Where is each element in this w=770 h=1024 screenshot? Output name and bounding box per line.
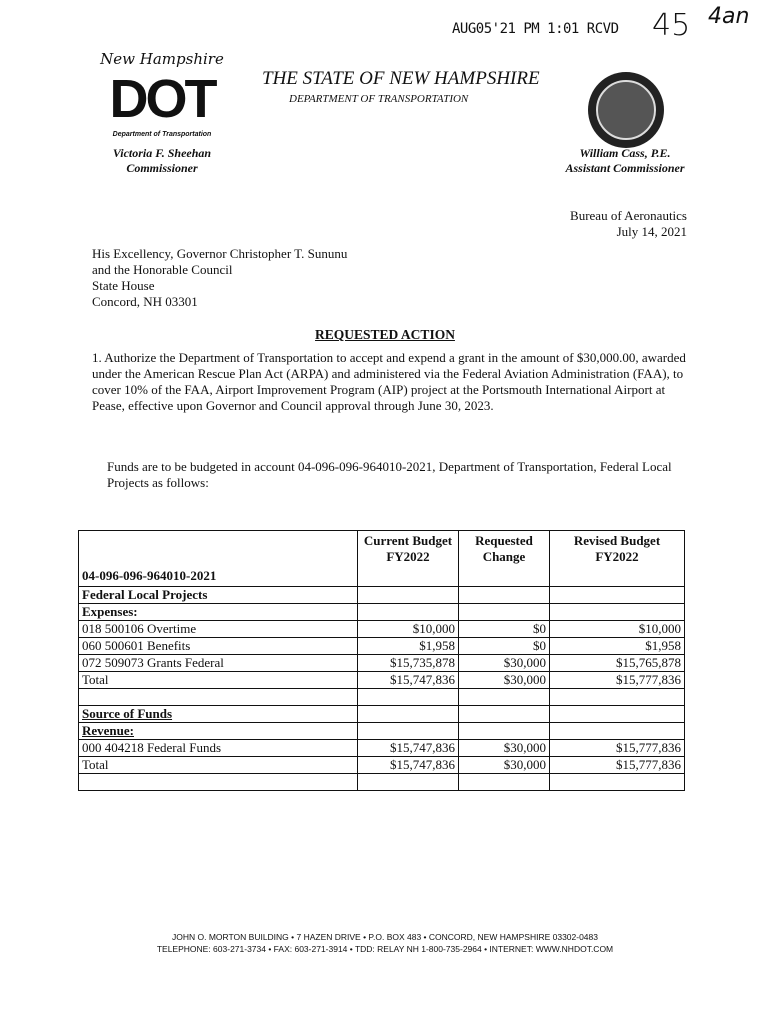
amount-cell bbox=[459, 774, 550, 791]
bureau-date-block bbox=[570, 208, 687, 240]
amount-cell: $0 bbox=[459, 638, 550, 655]
table-row bbox=[79, 655, 685, 672]
handwritten-number: 45 bbox=[652, 8, 691, 43]
row-label: Revenue: bbox=[79, 723, 358, 740]
assistant-role: Assistant Commissioner bbox=[565, 161, 685, 175]
amount-cell bbox=[550, 774, 685, 791]
table-row bbox=[79, 604, 685, 621]
table-row bbox=[79, 706, 685, 723]
amount-cell: $30,000 bbox=[459, 672, 550, 689]
budget-table bbox=[78, 530, 685, 791]
assistant-name: William Cass, P.E. bbox=[579, 146, 671, 160]
bureau: Bureau of Aeronautics bbox=[570, 208, 687, 223]
table-row bbox=[79, 672, 685, 689]
footer-line: JOHN O. MORTON BUILDING • 7 HAZEN DRIVE • P.O. BOX 483 • CONCORD, NEW HAMPSHIRE 03302-0483 bbox=[171, 932, 598, 942]
row-label: 072 509073 Grants Federal bbox=[79, 655, 358, 672]
row-label: Total bbox=[79, 757, 358, 774]
row-label: Source of Funds bbox=[79, 706, 358, 723]
amount-cell: $10,000 bbox=[358, 621, 459, 638]
letterhead-title: THE STATE OF NEW HAMPSHIRE bbox=[262, 68, 540, 89]
action-item-1: 1. Authorize the Department of Transportation to accept and expend a grant in the amount of $30,000.00, awarded under the American Rescue Plan Act (ARPA) and administered via the Federal Aviation Administration (FAA), to cover 10% of the FAA, Airport Improvement Program (AIP) project at the Portsmouth International Airport at Pease, effective upon Governor and Council approval through June 30, 2023. bbox=[92, 350, 686, 413]
table-row bbox=[79, 757, 685, 774]
table-row bbox=[79, 587, 685, 604]
amount-cell: $1,958 bbox=[358, 638, 459, 655]
address-line: His Excellency, Governor Christopher T. Sununu bbox=[92, 246, 348, 261]
amount-cell bbox=[550, 689, 685, 706]
amount-cell: $0 bbox=[459, 621, 550, 638]
amount-cell bbox=[358, 723, 459, 740]
assistant-commissioner-block bbox=[550, 146, 700, 176]
account-header: 04-096-096-964010-2021 bbox=[79, 531, 358, 587]
amount-cell: $30,000 bbox=[459, 655, 550, 672]
amount-cell bbox=[358, 774, 459, 791]
address-line: and the Honorable Council bbox=[92, 262, 233, 277]
recipient-address bbox=[92, 246, 692, 310]
row-label bbox=[79, 689, 358, 706]
logo-script: New Hampshire bbox=[100, 50, 224, 68]
funds-text: Funds are to be budgeted in account 04-096-096-964010-2021, Department of Transportation, Federal Local Projects as follows: bbox=[107, 459, 672, 490]
logo-caption: Department of Transportation bbox=[112, 131, 212, 138]
amount-cell: $15,777,836 bbox=[550, 740, 685, 757]
commissioner-block bbox=[92, 146, 232, 176]
amount-cell: $10,000 bbox=[550, 621, 685, 638]
row-label: Federal Local Projects bbox=[79, 587, 358, 604]
amount-cell: $15,765,878 bbox=[550, 655, 685, 672]
amount-cell: $30,000 bbox=[459, 740, 550, 757]
requested-action-heading: REQUESTED ACTION bbox=[315, 327, 455, 342]
row-label: 000 404218 Federal Funds bbox=[79, 740, 358, 757]
address-line: State House bbox=[92, 278, 155, 293]
footer-address bbox=[0, 931, 770, 955]
address-line: Concord, NH 03301 bbox=[92, 294, 198, 309]
amount-cell bbox=[358, 706, 459, 723]
handwritten-initials: 4an bbox=[708, 4, 750, 29]
table-row bbox=[79, 740, 685, 757]
amount-cell: $15,777,836 bbox=[550, 757, 685, 774]
amount-cell bbox=[550, 587, 685, 604]
amount-cell: $15,747,836 bbox=[358, 757, 459, 774]
row-label: Total bbox=[79, 672, 358, 689]
requested-change-header: Requested Change bbox=[459, 531, 550, 587]
amount-cell bbox=[550, 706, 685, 723]
letterhead-subtitle: DEPARTMENT OF TRANSPORTATION bbox=[289, 93, 469, 105]
amount-cell bbox=[358, 587, 459, 604]
row-label: 018 500106 Overtime bbox=[79, 621, 358, 638]
received-stamp: AUG05'21 PM 1:01 RCVD bbox=[452, 21, 619, 37]
row-label: 060 500601 Benefits bbox=[79, 638, 358, 655]
amount-cell: $1,958 bbox=[550, 638, 685, 655]
table-row bbox=[79, 774, 685, 791]
footer-line: TELEPHONE: 603-271-3734 • FAX: 603-271-3914 • TDD: RELAY NH 1-800-735-2964 • INTERNET: WWW.NHDOT.COM bbox=[156, 944, 614, 954]
amount-cell bbox=[459, 689, 550, 706]
letter-date: July 14, 2021 bbox=[616, 224, 687, 239]
table-row bbox=[79, 621, 685, 638]
amount-cell: $15,747,836 bbox=[358, 672, 459, 689]
amount-cell bbox=[358, 689, 459, 706]
state-seal-icon bbox=[588, 72, 664, 148]
amount-cell bbox=[550, 604, 685, 621]
table-row bbox=[79, 638, 685, 655]
amount-cell: $15,735,878 bbox=[358, 655, 459, 672]
table-row bbox=[79, 723, 685, 740]
row-label bbox=[79, 774, 358, 791]
commissioner-role: Commissioner bbox=[126, 161, 198, 175]
amount-cell bbox=[459, 723, 550, 740]
amount-cell bbox=[459, 604, 550, 621]
revised-budget-header: Revised Budget FY2022 bbox=[550, 531, 685, 587]
table-header-row bbox=[79, 531, 685, 587]
current-budget-header: Current Budget FY2022 bbox=[358, 531, 459, 587]
amount-cell bbox=[459, 587, 550, 604]
amount-cell bbox=[459, 706, 550, 723]
amount-cell: $15,777,836 bbox=[550, 672, 685, 689]
commissioner-name: Victoria F. Sheehan bbox=[112, 146, 212, 160]
amount-cell: $30,000 bbox=[459, 757, 550, 774]
row-label: Expenses: bbox=[79, 604, 358, 621]
amount-cell bbox=[358, 604, 459, 621]
table-row bbox=[79, 689, 685, 706]
nhdot-logo bbox=[92, 50, 232, 139]
amount-cell: $15,747,836 bbox=[358, 740, 459, 757]
logo-mark: DOT bbox=[109, 69, 215, 129]
amount-cell bbox=[550, 723, 685, 740]
